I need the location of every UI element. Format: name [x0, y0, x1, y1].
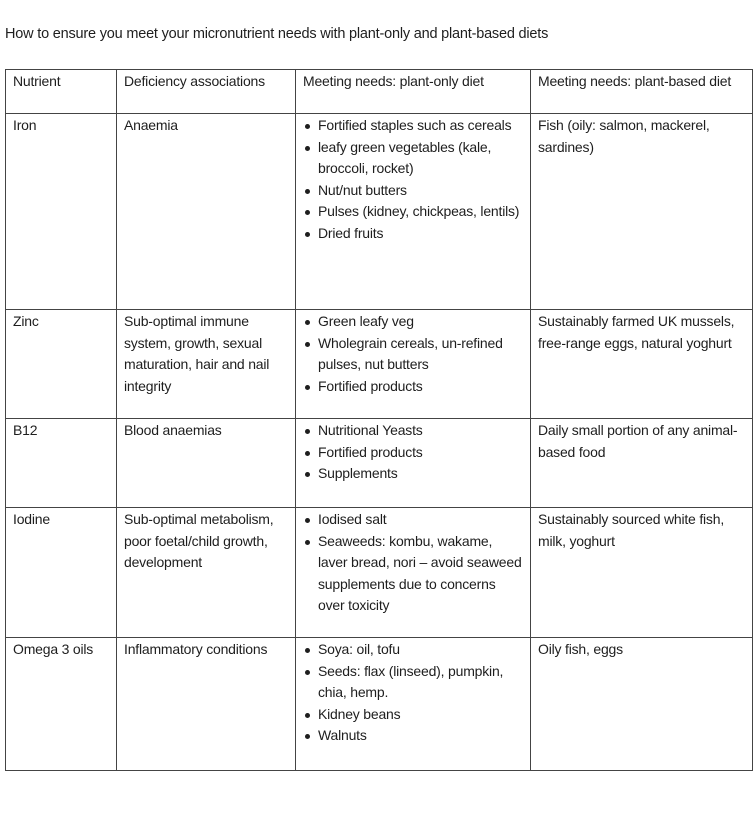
- plant-only-list: [303, 420, 524, 485]
- cell-plant-only: [296, 638, 531, 771]
- cell-nutrient: Omega 3 oils: [6, 638, 117, 771]
- cell-plant-only: [296, 419, 531, 508]
- list-item: Fortified products: [303, 442, 524, 464]
- table-row-omega-3-oils: [6, 638, 753, 771]
- list-item: Fortified products: [303, 376, 524, 398]
- cell-plant-based: Fish (oily: salmon, mackerel, sardines): [531, 114, 753, 310]
- plant-only-list: [303, 639, 524, 747]
- table-row-zinc: [6, 310, 753, 419]
- cell-nutrient: Iodine: [6, 508, 117, 638]
- list-item: Walnuts: [303, 725, 524, 747]
- table-header-row: [6, 70, 753, 114]
- cell-plant-only: [296, 114, 531, 310]
- list-item: Nutritional Yeasts: [303, 420, 524, 442]
- cell-plant-based: Oily fish, eggs: [531, 638, 753, 771]
- list-item: Nut/nut butters: [303, 180, 524, 202]
- cell-nutrient: B12: [6, 419, 117, 508]
- list-item: Fortified staples such as cereals: [303, 115, 524, 137]
- cell-plant-based: Sustainably sourced white fish, milk, yoghurt: [531, 508, 753, 638]
- list-item: Seaweeds: kombu, wakame, laver bread, nori – avoid seaweed supplements due to concerns over toxicity: [303, 531, 524, 617]
- header-plant-only-diet: Meeting needs: plant-only diet: [296, 70, 531, 114]
- cell-deficiency: Sub-optimal immune system, growth, sexual maturation, hair and nail integrity: [117, 310, 296, 419]
- plant-only-list: [303, 115, 524, 244]
- plant-only-list: [303, 311, 524, 397]
- list-item: Supplements: [303, 463, 524, 485]
- list-item: Wholegrain cereals, un-refined pulses, nut butters: [303, 333, 524, 376]
- list-item: Soya: oil, tofu: [303, 639, 524, 661]
- cell-plant-only: [296, 508, 531, 638]
- document-title: How to ensure you meet your micronutrient needs with plant-only and plant-based diets: [5, 26, 549, 42]
- cell-deficiency: Anaemia: [117, 114, 296, 310]
- cell-deficiency: Inflammatory conditions: [117, 638, 296, 771]
- cell-nutrient: Iron: [6, 114, 117, 310]
- list-item: leafy green vegetables (kale, broccoli, rocket): [303, 137, 524, 180]
- list-item: Pulses (kidney, chickpeas, lentils): [303, 201, 524, 223]
- list-item: Kidney beans: [303, 704, 524, 726]
- list-item: Dried fruits: [303, 223, 524, 245]
- cell-plant-based: Sustainably farmed UK mussels, free-range eggs, natural yoghurt: [531, 310, 753, 419]
- table-row-iron: [6, 114, 753, 310]
- cell-deficiency: Sub-optimal metabolism, poor foetal/child growth, development: [117, 508, 296, 638]
- plant-only-list: [303, 509, 524, 617]
- list-item: Green leafy veg: [303, 311, 524, 333]
- header-deficiency-associations: Deficiency associations: [117, 70, 296, 114]
- cell-nutrient: Zinc: [6, 310, 117, 419]
- header-nutrient: Nutrient: [6, 70, 117, 114]
- header-plant-based-diet: Meeting needs: plant-based diet: [531, 70, 753, 114]
- table-row-iodine: [6, 508, 753, 638]
- cell-deficiency: Blood anaemias: [117, 419, 296, 508]
- cell-plant-only: [296, 310, 531, 419]
- table-row-b12: [6, 419, 753, 508]
- list-item: Iodised salt: [303, 509, 524, 531]
- cell-plant-based: Daily small portion of any animal-based food: [531, 419, 753, 508]
- micronutrient-table: [5, 69, 753, 771]
- list-item: Seeds: flax (linseed), pumpkin, chia, hemp.: [303, 661, 524, 704]
